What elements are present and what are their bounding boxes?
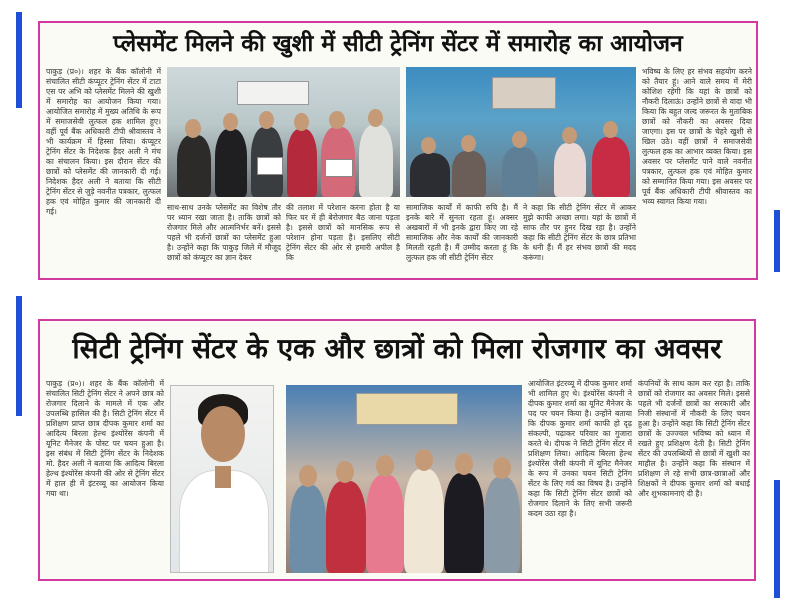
wall-banner — [356, 393, 458, 425]
right-marker-bottom — [774, 480, 780, 598]
article1-column-6: भविष्य के लिए हर संभव सहयोग करने को तैयार हूं। आने वाले समय में मेरी कोशिश रहेगी कि यहां के छात्रों को नौकरी दिलाऊं। उन्होंने छात्रों से वादा भी किया कि बहुत जल्द जरूरत के मुताबिक छात्रों को नौकरी का अवसर दिया जाएगा। इस पर छात्रों के चेहरे खुशी से खिल उठे। वहीं छात्रों ने समाजसेवी लुत्फल हक का आभार व्यक्त किया। इस अवसर पर प्लेसमेंट पाने वाले नवनीत पत्रकार, लुत्फल हक एवं मोहित कुमार को सम्मानित किया गया। इस अवसर पर पूर्व बैंक अधिकारी टीपी श्रीवास्तव का भव्य स्वागत किया गया। — [642, 67, 752, 206]
article1-column-2: साथ-साथ उनके प्लेसमेंट का विशेष तौर पर ध्यान रखा जाता है। ताकि छात्रों को रोजगार मिले और आत्मनिर्भर बनें। इससे पहले भी दर्जनों छात्रों का प्लेसमेंट हुआ है। उन्होंने कहा कि पाकुड़ जिले में मौजूद छात्रों को कंप्यूटर का ज्ञान देकर — [167, 203, 281, 262]
news-clipping-top — [38, 21, 758, 280]
students-group-photo — [286, 385, 522, 573]
certificate — [257, 157, 283, 175]
portrait-collar — [215, 466, 231, 488]
portrait-face — [201, 406, 245, 462]
news-clipping-bottom — [38, 319, 756, 581]
ceremony-photo-left — [167, 67, 400, 197]
article1-column-5: ने कहा कि सीटी ट्रेनिंग सेंटर में आकर मुझे काफी अच्छा लगा। यहां के छात्रों में साफ तौर पर हुनर दिख रहा है। उन्होंने कहा कि सीटी ट्रेनिंग सेंटर के छात्र प्रतिभा के धनी हैं। मैं हर संभव छात्रों की मदद करूंगा। — [523, 203, 636, 262]
article2-column-3: कंपनियों के साथ काम कर रहा है। ताकि छात्रों को रोजगार का अवसर मिले। इससे पहले भी दर्जनों छात्रों का सरकारी और निजी संस्थानों में नौकरी के लिए चयन हुआ है। उन्होंने कहा कि सिटी ट्रेनिंग सेंटर छात्रों के उज्ज्वल भविष्य को ध्यान में रखते हुए प्रशिक्षण देती है। सिटी ट्रेनिंग सेंटर की उपलब्धियों से छात्रों में खुशी का माहौल है। उन्होंने कहा कि संस्थान में प्रशिक्षण ले रहे सभी छात्र-छात्राओं और शिक्षकों ने दीपक कुमार शर्मा को बधाई और शुभकामनाएं दी है। — [638, 379, 750, 498]
wall-board — [237, 81, 309, 105]
article2-headline: सिटी ट्रेनिंग सेंटर के एक और छात्रों को मिला रोजगार का अवसर — [72, 332, 722, 365]
right-marker-top — [774, 210, 780, 272]
article1-column-4: सामाजिक कार्यों में काफी रुचि है। मैं इनके बारे में सुनता रहता हूं। अक्सर अखबारों में भी इनके द्वारा किए जा रहे सामाजिक और नेक कार्यों की जानकारी मिलती रहती है। मैं उम्मीद करता हूं कि लुत्फल हक जी सीटी ट्रेनिंग सेंटर — [406, 203, 518, 262]
ceremony-photo-right — [406, 67, 636, 197]
student-portrait — [170, 385, 274, 573]
left-marker-bottom — [16, 296, 22, 416]
article2-column-2: आयोजित इंटरव्यू में दीपक कुमार शर्मा भी शामिल हुए थे। इंश्योरेंस कंपनी ने दीपक कुमार शर्मा का यूनिट मैनेजर के पद पर चयन किया है। उन्होंने बताया कि दीपक कुमार शर्मा काफी हो दृढ़ संकल्पी, पढ़ाकर परिवार का गुजारा करते थे। दीपक ने सिटी ट्रेनिंग सेंटर में प्रशिक्षण लिया। आदित्य बिरला हेल्थ इंश्योरेंस जैसी कंपनी में यूनिट मैनेजर के रूप में उनका चयन सिटी ट्रेनिंग सेंटर के लिए गर्व का विषय है। उन्होंने कहा कि सिटी ट्रेनिंग सेंटर छात्रों को रोजगार दिलाने के लिए सभी जरूरी कदम उठा रहा है। — [528, 379, 632, 518]
article1-headline: प्लेसमेंट मिलने की खुशी में सीटी ट्रेनिंग सेंटर में समारोह का आयोजन — [113, 31, 683, 57]
article1-column-1: पाकुड़ (प्र०)। शहर के बैंक कॉलोनी में संचालित सीटी कंप्यूटर ट्रेनिंग सेंटर में टाटा एस पर अभि को प्लेसमेंट मिलने की खुशी में समारोह का आयोजन किया गया। आयोजित समारोह में मुख्य अतिथि के रूप में समाजसेवी लुत्फल हक शामिल हुए। वहीं पूर्व बैंक अधिकारी टीपी श्रीवास्तव ने भी कार्यक्रम में हिस्सा लिया। कंप्यूटर ट्रेनिंग सेंटर के निदेशक हैदर अली ने मंच का संचालन किया। इस दौरान सेंटर की छात्रों को प्लेसमेंट की जानकारी दी गई। निदेशक हैदर अली ने बताया कि सीटी ट्रेनिंग सेंटर से जुड़े नवनीत पत्रकार, लुत्फल हक एवं मोहित कुमार की जानकारी दी गई। — [46, 67, 161, 216]
article1-column-3: की तलाश में परेशान करना होता है या फिर घर में ही बेरोजगार बैठ जाना पड़ता है। इससे छात्रों को मानसिक रूप से परेशान होना पड़ता है। इसलिए सीटी ट्रेनिंग सेंटर की ओर से हमारी अपील है कि — [286, 203, 400, 262]
classroom-board — [492, 77, 556, 109]
article2-column-1: पाकुड़ (प्र०)। शहर के बैंक कॉलोनी में संचालित सिटी ट्रेनिंग सेंटर ने अपने छात्र को रोजगार दिलाने के मामले में एक और उपलब्धि हासिल की है। सिटी ट्रेनिंग सेंटर में प्रशिक्षण प्राप्त छात्र दीपक कुमार शर्मा का आदित्य बिरला हेल्थ इंश्योरेंस कंपनी में यूनिट मैनेजर के पोस्ट पर चयन हुआ है। इस संबंध में सिटी ट्रेनिंग सेंटर के निदेशक मो. हैदर अली ने बताया कि आदित्य बिरला हेल्थ इंश्योरेंस कंपनी की ओर से ट्रेनिंग सेंटर में हाल ही में इंटरव्यू का आयोजन किया गया था। — [46, 379, 164, 498]
certificate — [325, 159, 353, 177]
left-marker-top — [16, 12, 22, 108]
